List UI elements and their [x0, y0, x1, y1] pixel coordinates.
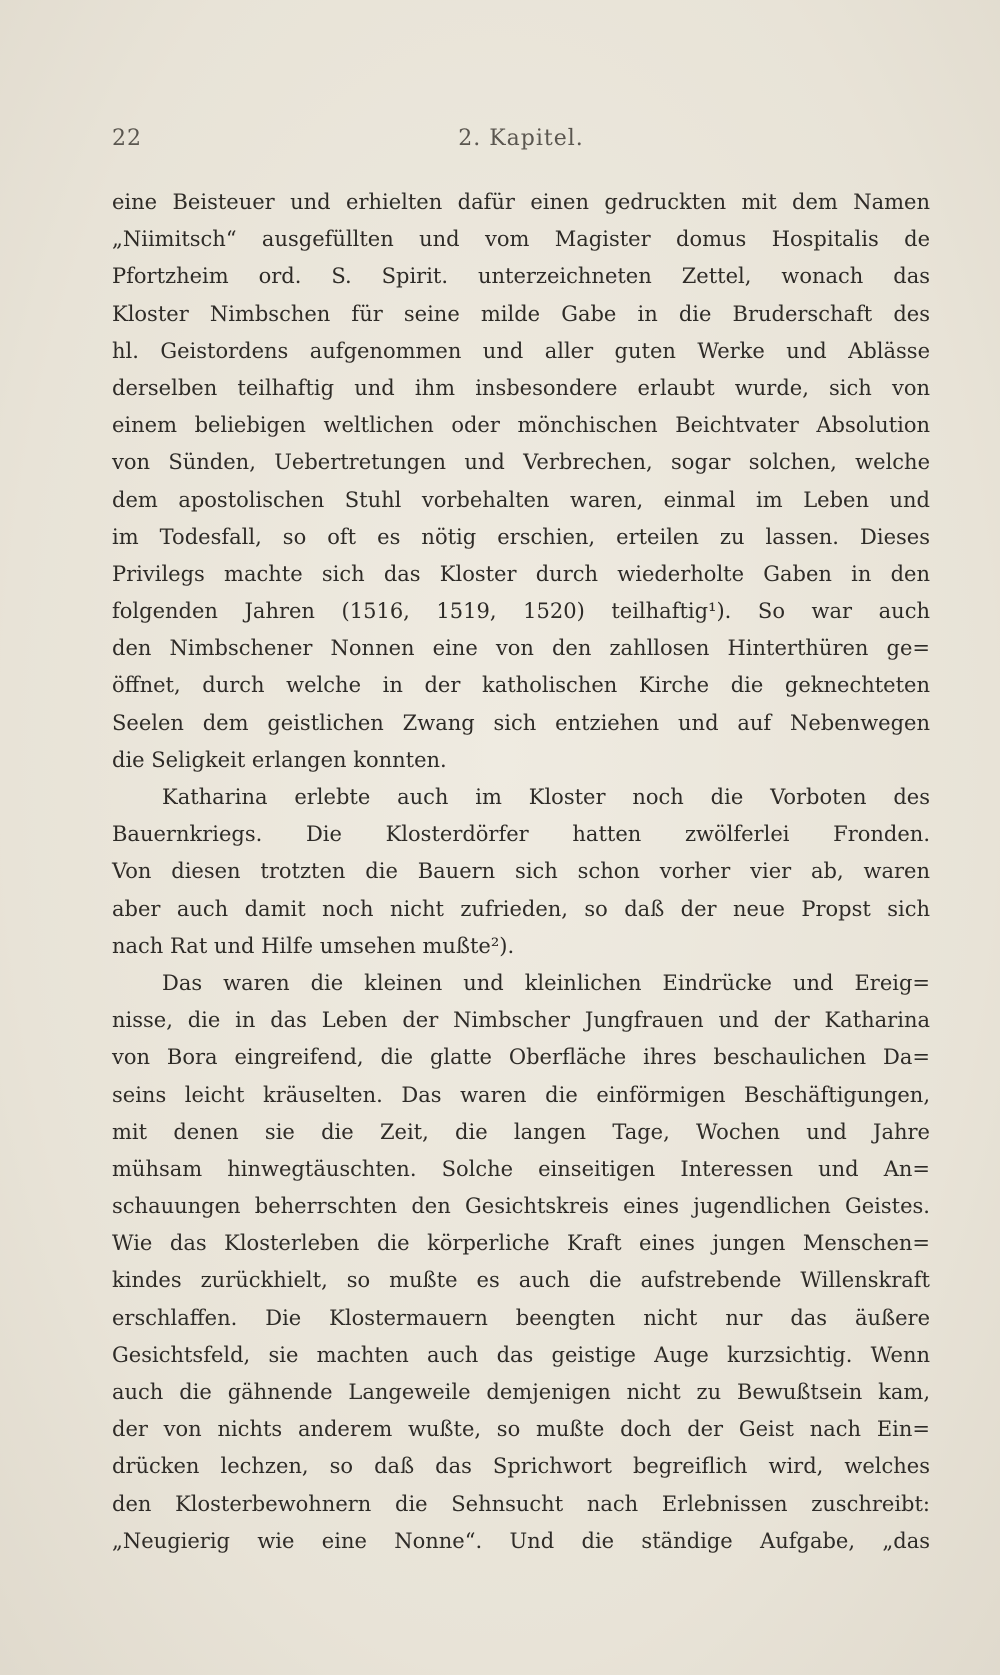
text-line: Katharina erlebte auch im Kloster noch die Vorboten des — [162, 785, 930, 809]
text-line: seins leicht kräuselten. Das waren die einförmigen Beschäftigungen, — [112, 1082, 930, 1107]
text-line: kindes zurückhielt, so mußte es auch die aufstrebende Willenskraft — [112, 1268, 930, 1293]
text-line: Gesichtsfeld, sie machten auch das geistige Auge kurzsichtig. Wenn — [112, 1342, 930, 1367]
text-line: den Klosterbewohnern die Sehnsucht nach Erlebnissen zuschreibt: — [112, 1491, 930, 1516]
body-text — [112, 184, 930, 1560]
text-line: Kloster Nimbschen für seine milde Gabe in die Bruderschaft des — [112, 301, 930, 326]
text-line: Bauernkriegs. Die Klosterdörfer hatten zwölferlei Fronden. — [112, 822, 930, 847]
text-line: eine Beisteuer und erhielten dafür einen gedruckten mit dem Namen — [112, 190, 930, 214]
text-line: Privilegs machte sich das Kloster durch wiederholte Gaben in den — [112, 561, 930, 586]
text-line: folgenden Jahren (1516, 1519, 1520) teilhaftig¹). So war auch — [112, 599, 930, 624]
page-number: 22 — [112, 126, 142, 151]
text-line: drücken lechzen, so daß das Sprichwort begreiflich wird, welches — [112, 1454, 930, 1479]
text-line: mühsam hinwegtäuschten. Solche einseitigen Interessen und An= — [112, 1156, 930, 1181]
text-line: der von nichts anderem wußte, so mußte doch der Geist nach Ein= — [112, 1417, 930, 1442]
text-line: die Seligkeit erlangen konnten. — [112, 747, 447, 772]
text-line: erschlaffen. Die Klostermauern beengten nicht nur das äußere — [112, 1305, 930, 1330]
text-line: Das waren die kleinen und kleinlichen Eindrücke und Ereig= — [162, 970, 930, 995]
text-line: aber auch damit noch nicht zufrieden, so daß der neue Propst sich — [112, 896, 930, 921]
text-line: öffnet, durch welche in der katholischen Kirche die geknechteten — [112, 673, 930, 698]
text-line: „Niimitsch“ ausgefüllten und vom Magister domus Hospitalis de — [112, 227, 930, 252]
text-line: hl. Geistordens aufgenommen und aller guten Werke und Ablässe — [112, 338, 930, 363]
text-line: schauungen beherrschten den Gesichtskreis eines jugendlichen Geistes. — [112, 1194, 930, 1219]
text-line: „Neugierig wie eine Nonne“. Und die ständige Aufgabe, „das — [112, 1528, 930, 1553]
text-line: einem beliebigen weltlichen oder mönchischen Beichtvater Absolution — [112, 413, 930, 438]
text-line: derselben teilhaftig und ihm insbesondere erlaubt wurde, sich von — [112, 375, 930, 400]
text-line: von Bora eingreifend, die glatte Oberfläche ihres beschaulichen Da= — [112, 1045, 930, 1070]
text-line: mit denen sie die Zeit, die langen Tage, Wochen und Jahre — [112, 1119, 930, 1144]
text-line: Pfortzheim ord. S. Spirit. unterzeichneten Zettel, wonach das — [112, 264, 930, 289]
running-head: 2. Kapitel. — [458, 126, 584, 151]
text-line: auch die gähnende Langeweile demjenigen nicht zu Bewußtsein kam, — [112, 1380, 930, 1404]
text-line: Von diesen trotzten die Bauern sich schon vorher vier ab, waren — [112, 859, 930, 884]
text-line: nach Rat und Hilfe umsehen mußte²). — [112, 933, 515, 958]
text-line: Seelen dem geistlichen Zwang sich entziehen und auf Nebenwegen — [112, 710, 930, 735]
text-line: den Nimbschener Nonnen eine von den zahllosen Hinterthüren ge= — [112, 636, 930, 661]
text-line: dem apostolischen Stuhl vorbehalten waren, einmal im Leben und — [112, 487, 930, 512]
text-line: nisse, die in das Leben der Nimbscher Jungfrauen und der Katharina — [112, 1008, 930, 1033]
text-line: im Todesfall, so oft es nötig erschien, erteilen zu lassen. Dieses — [112, 524, 930, 549]
text-line: von Sünden, Uebertretungen und Verbrechen, sogar solchen, welche — [112, 450, 930, 475]
text-line: Wie das Klosterleben die körperliche Kraft eines jungen Menschen= — [112, 1231, 930, 1256]
page-header — [112, 126, 930, 162]
